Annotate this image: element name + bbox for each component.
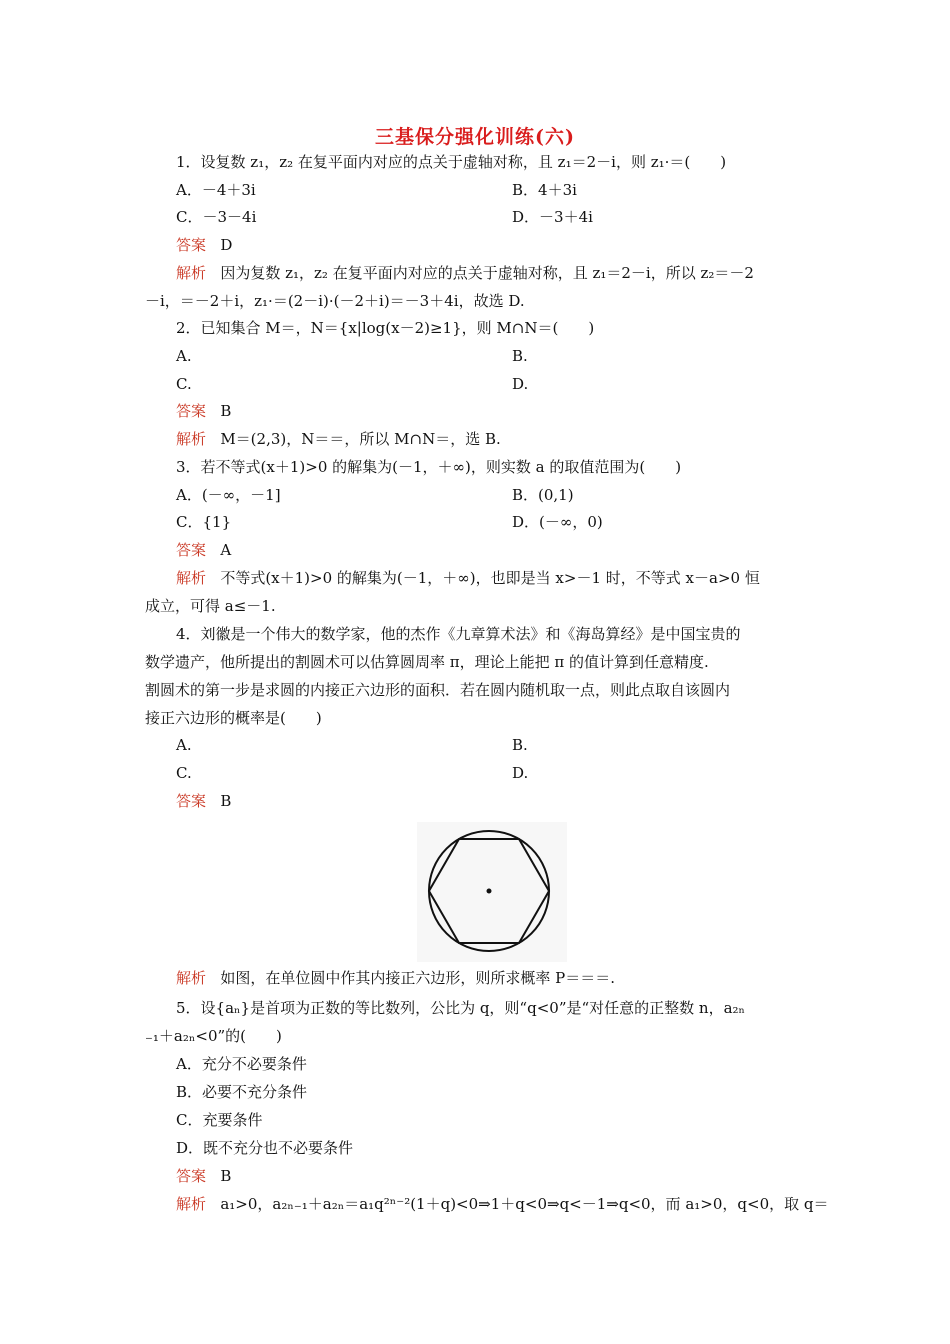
q3-option-a: A．(－∞，－1] — [176, 486, 281, 504]
q2-stem: 2．已知集合 M＝，N＝{x|log(x－2)≥1}，则 M∩N＝( ) — [176, 319, 595, 337]
q5-stem-line2: ₋₁＋a₂ₙ<0”的( ) — [145, 1027, 282, 1045]
q2-answer — [176, 401, 231, 421]
q5-stem-line1: 5．设{aₙ}是首项为正数的等比数列，公比为 q，则“q<0”是“对任意的正整数 n，a₂ₙ — [176, 999, 746, 1017]
q1-option-d: D．－3＋4i — [512, 208, 593, 226]
q2-option-c: C. — [176, 375, 192, 393]
q1-option-a: A．－4＋3i — [176, 181, 256, 199]
q2-option-d: D. — [512, 375, 529, 393]
q1-option-c: C．－3－4i — [176, 208, 257, 226]
q4-answer — [176, 791, 231, 811]
analysis-text: 不等式(x＋1)>0 的解集为(－1，＋∞)，也即是当 x>－1 时，不等式 x－a>0 恒 — [220, 569, 760, 587]
answer-value: B — [220, 402, 232, 420]
q3-option-b: B．(0,1) — [512, 486, 574, 504]
analysis-text: 如图，在单位圆中作其内接正六边形，则所求概率 P＝＝＝. — [220, 969, 615, 987]
analysis-label: 解析 — [176, 569, 207, 587]
q3-option-d: D．(－∞，0) — [512, 513, 603, 531]
answer-label: 答案 — [176, 402, 207, 420]
q1-option-b: B．4＋3i — [512, 181, 577, 199]
q4-stem-line1: 4．刘徽是一个伟大的数学家，他的杰作《九章算术法》和《海岛算经》是中国宝贵的 — [176, 625, 741, 643]
q2-option-a: A. — [176, 347, 192, 365]
analysis-label: 解析 — [176, 264, 207, 282]
hexagon-in-circle-diagram — [417, 822, 567, 962]
q3-analysis — [176, 568, 760, 588]
answer-label: 答案 — [176, 792, 207, 810]
q5-analysis — [176, 1194, 828, 1214]
answer-label: 答案 — [176, 1167, 207, 1185]
q4-stem-line4: 接正六边形的概率是( ) — [145, 709, 322, 727]
analysis-label: 解析 — [176, 969, 207, 987]
analysis-label: 解析 — [176, 1195, 207, 1213]
q5-option-d: D．既不充分也不必要条件 — [176, 1139, 354, 1157]
answer-value: D — [220, 236, 233, 254]
q2-option-b: B. — [512, 347, 528, 365]
q4-option-a: A. — [176, 736, 192, 754]
q2-analysis — [176, 429, 501, 449]
q5-answer — [176, 1166, 231, 1186]
answer-label: 答案 — [176, 236, 207, 254]
q3-analysis-cont: 成立，可得 a≤－1. — [145, 597, 276, 615]
analysis-text: 因为复数 z₁，z₂ 在复平面内对应的点关于虚轴对称，且 z₁＝2－i，所以 z₂＝－2 — [220, 264, 754, 282]
analysis-label: 解析 — [176, 430, 207, 448]
q4-option-d: D. — [512, 764, 529, 782]
q4-analysis — [176, 968, 615, 988]
analysis-text: a₁>0，a₂ₙ₋₁＋a₂ₙ＝a₁q²ⁿ⁻²(1＋q)<0⇒1＋q<0⇒q<－1⇒q<0，而 a₁>0，q<0，取 q＝ — [220, 1195, 829, 1213]
q1-answer — [176, 235, 232, 255]
answer-label: 答案 — [176, 541, 207, 559]
diagram-background — [417, 822, 567, 962]
q4-stem-line3: 割圆术的第一步是求圆的内接正六边形的面积．若在圆内随机取一点，则此点取自该圆内 — [145, 681, 731, 699]
q4-option-b: B. — [512, 736, 528, 754]
q1-stem: 1．设复数 z₁，z₂ 在复平面内对应的点关于虚轴对称，且 z₁＝2－i，则 z₁·＝( ) — [176, 153, 727, 171]
q4-option-c: C. — [176, 764, 192, 782]
q3-option-c: C．{1} — [176, 513, 232, 531]
q4-stem-line2: 数学遗产，他所提出的割圆术可以估算圆周率 π，理论上能把 π 的值计算到任意精度. — [145, 653, 709, 671]
q3-stem: 3．若不等式(x＋1)>0 的解集为(－1，＋∞)，则实数 a 的取值范围为( ) — [176, 458, 682, 476]
analysis-text: M＝(2,3)，N＝＝，所以 M∩N＝，选 B. — [220, 430, 501, 448]
q5-option-a: A．充分不必要条件 — [176, 1055, 307, 1073]
answer-value: B — [220, 1167, 232, 1185]
page-title: 三基保分强化训练(六) — [375, 126, 575, 148]
q1-analysis — [176, 263, 754, 283]
q5-option-b: B．必要不充分条件 — [176, 1083, 308, 1101]
q1-analysis-cont: －i，＝－2＋i，z₁·＝(2－i)·(－2＋i)＝－3＋4i，故选 D. — [145, 292, 525, 310]
answer-value: B — [220, 792, 232, 810]
q5-option-c: C．充要条件 — [176, 1111, 263, 1129]
answer-value: A — [220, 541, 232, 559]
circle-center-point — [487, 889, 492, 894]
q3-answer — [176, 540, 231, 560]
